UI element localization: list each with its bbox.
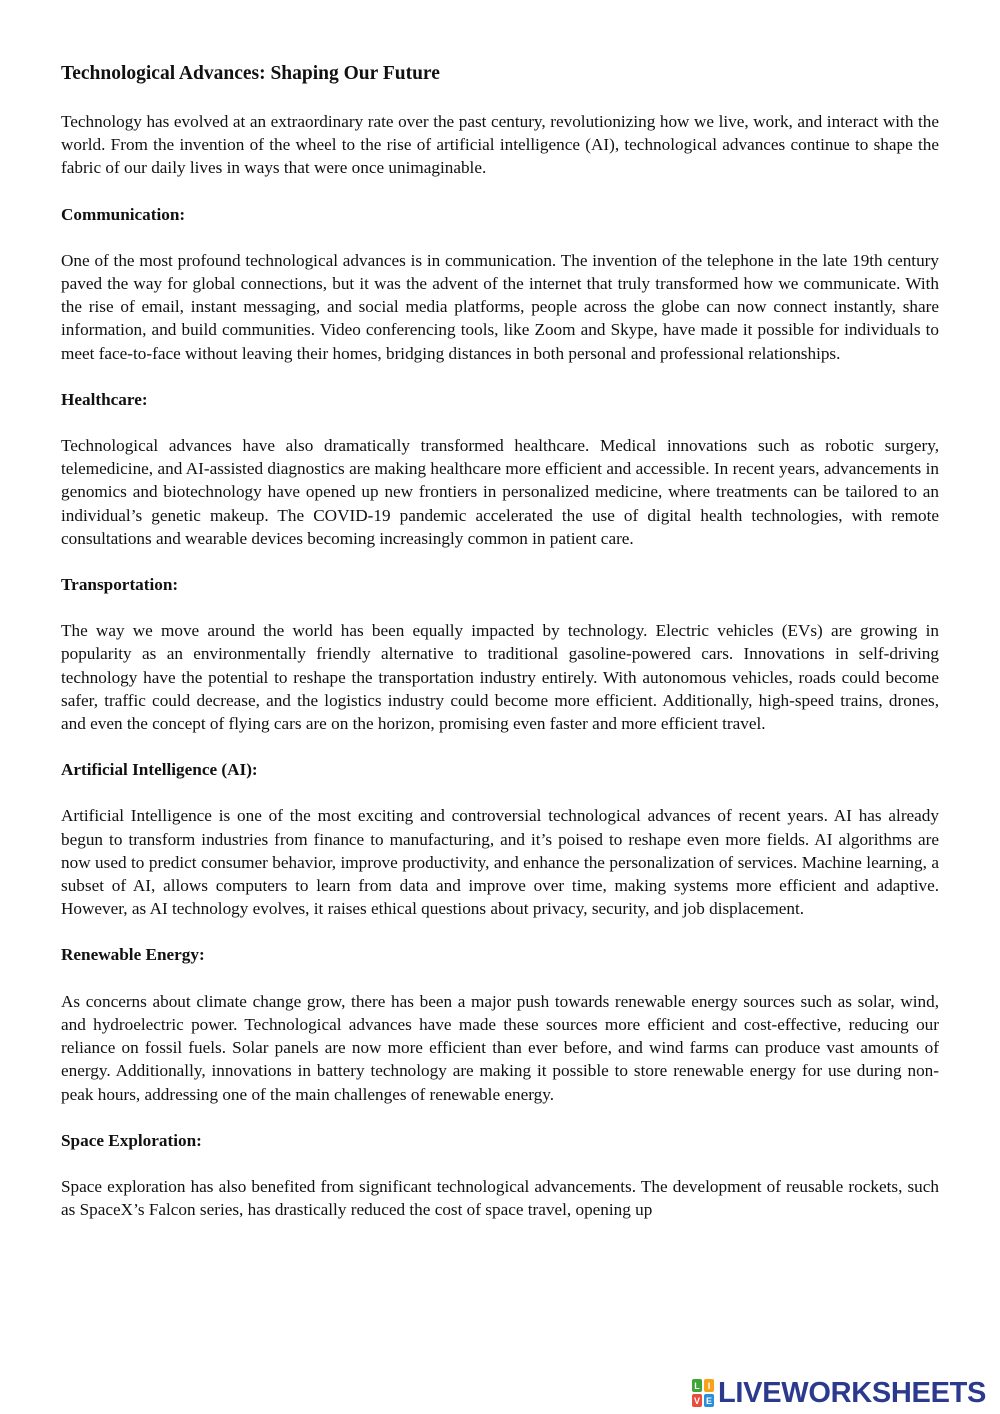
svg-text:L: L — [694, 1381, 700, 1391]
document-page — [61, 60, 939, 1244]
document-title: Technological Advances: Shaping Our Future — [61, 63, 440, 84]
section-heading-space-exploration: Space Exploration: — [61, 1130, 202, 1150]
svg-text:I: I — [707, 1381, 711, 1391]
section-heading-communication: Communication: — [61, 204, 186, 224]
section-body-healthcare: Technological advances have also dramatically transformed healthcare. Medical innovations such as robotic surgery, telemedicine, and AI-assisted diagnostics are making healthcare more efficient and accessible. In recent years, advancements in genomics and biotechnology have opened up new frontiers in personalized medicine, where treatments can be tailored to an individual’s genetic makeup. The COVID-19 pandemic accelerated the use of digital health technologies, with remote consultations and wearable devices becoming increasingly common in patient care. — [61, 436, 939, 548]
svg-text:E: E — [705, 1396, 713, 1406]
section-body-communication: One of the most profound technological advances is in communication. The invention of the telephone in the late 19th century paved the way for global connections, but it was the advent of the internet that truly transformed how we communicate. With the rise of email, instant messaging, and social media platforms, people across the globe can now connect instantly, share information, and build communities. Video conferencing tools, like Zoom and Skype, have made it possible for individuals to meet face-to-face without leaving their homes, bridging distances in both personal and professional relationships. — [61, 250, 939, 363]
intro-paragraph: Technology has evolved at an extraordinary rate over the past century, revolutionizing how we live, work, and interact with the world. From the invention of the wheel to the rise of artificial intelligence (AI), technological advances continue to shape the fabric of our daily lives in ways that were once unimaginable. — [61, 112, 939, 178]
section-body-ai: Artificial Intelligence is one of the most exciting and controversial technological advances of recent years. AI has already begun to transform industries from finance to manufacturing, and it’s poised to reshape even more fields. AI algorithms are now used to predict consumer behavior, improve productivity, and enhance the personalization of services. Machine learning, a subset of AI, allows computers to learn from data and improve over time, making systems more efficient and adaptive. However, as AI technology evolves, it raises ethical questions about privacy, security, and job displacement. — [61, 806, 939, 919]
liveworksheets-logo[interactable] — [692, 1376, 986, 1410]
svg-text:V: V — [693, 1396, 701, 1406]
liveworksheets-logo-icon — [692, 1379, 714, 1407]
liveworksheets-logo-text: LIVEWORKSHEETS — [718, 1377, 987, 1409]
section-body-renewable-energy: As concerns about climate change grow, there has been a major push towards renewable energy sources such as solar, wind, and hydroelectric power. Technological advances have made these sources more efficient and cost-effective, reducing our reliance on fossil fuels. Solar panels are now more efficient than ever before, and wind farms can produce vast amounts of energy. Additionally, innovations in battery technology are making it possible to store renewable energy for use during non-peak hours, addressing one of the main challenges of renewable energy. — [61, 991, 939, 1104]
section-heading-healthcare: Healthcare: — [61, 389, 148, 409]
section-heading-renewable-energy: Renewable Energy: — [61, 945, 205, 965]
section-heading-ai: Artificial Intelligence (AI): — [61, 760, 258, 780]
section-body-space-exploration: Space exploration has also benefited from significant technological advancements. The development of reusable rockets, such as SpaceX’s Falcon series, has drastically reduced the cost of space travel, opening up — [61, 1176, 939, 1220]
section-heading-transportation: Transportation: — [61, 575, 179, 595]
section-body-transportation: The way we move around the world has been equally impacted by technology. Electric vehicles (EVs) are growing in popularity as an environmentally friendly alternative to traditional gasoline-powered cars. Innovations in self-driving technology have the potential to reshape the transportation industry entirely. With autonomous vehicles, roads could become safer, traffic could decrease, and the logistics industry could become more efficient. Additionally, high-speed trains, drones, and even the concept of flying cars are on the horizon, promising even faster and more efficient travel. — [61, 621, 939, 734]
